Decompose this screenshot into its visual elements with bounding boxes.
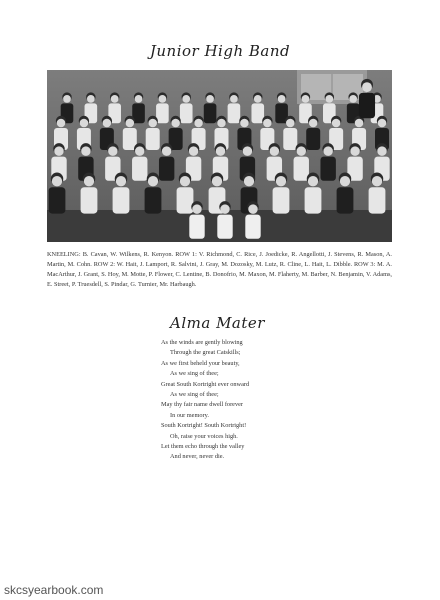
alma-mater-title: Alma Mater: [170, 314, 265, 332]
footer-watermark: skcsyearbook.com: [4, 583, 104, 597]
poem-line: As we first beheld your beauty,: [161, 359, 240, 367]
band-member-figure: [145, 173, 162, 214]
poem-line: As we sing of thee;: [170, 370, 219, 378]
band-member-figure: [320, 143, 335, 181]
band-member-figure: [369, 173, 386, 214]
band-member-figure: [359, 79, 375, 118]
band-title: Junior High Band: [149, 42, 291, 60]
band-member-figure: [305, 173, 322, 214]
band-member-figure: [123, 116, 137, 150]
band-member-figure: [245, 201, 260, 239]
poem-line: As the winds are gently blowing: [161, 339, 243, 346]
band-member-figure: [228, 92, 241, 123]
poem-line: May thy fair name dwell forever: [161, 401, 244, 409]
poem-line: As we sing of thee;: [170, 391, 219, 399]
poem-line: And never, never die.: [170, 453, 225, 461]
band-member-figure: [204, 92, 217, 123]
band-member-figure: [337, 173, 354, 214]
poem-line: Oh, raise your voices high.: [170, 432, 238, 440]
band-member-figure: [189, 201, 204, 239]
band-member-figure: [217, 201, 232, 239]
band-member-figure: [180, 92, 193, 123]
alma-mater-poem: [161, 338, 381, 463]
band-member-figure: [49, 173, 66, 214]
band-group-photo: [47, 70, 392, 242]
band-member-figure: [177, 173, 194, 214]
poem-line: Great South Kortright ever onward: [161, 380, 250, 388]
poem-line: South Kortright! South Kortright!: [161, 422, 247, 430]
poem-line: Let them echo through the valley: [161, 443, 245, 451]
band-member-figure: [132, 143, 147, 181]
band-member-figure: [169, 116, 183, 150]
band-member-figure: [283, 116, 297, 150]
band-member-figure: [306, 116, 320, 150]
band-member-figure: [159, 143, 174, 181]
band-member-figure: [146, 116, 160, 150]
poem-line: Through the great Catskills;: [170, 349, 241, 357]
band-member-figure: [81, 173, 98, 214]
band-member-figure: [294, 143, 309, 181]
band-member-figure: [113, 173, 130, 214]
band-member-figure: [251, 92, 264, 123]
band-member-figure: [156, 92, 169, 123]
photo-caption: KNEELING: B. Cavan, W. Wilkens, R. Kenyon. ROW 1: V. Richmond, C. Rice, J. Joedicke, R. Angellotti, J. Stevens, R. Mason, A. Martin, M. Cohn. ROW 2: W. Hait, J. Lamport, R. Salvini, J. Gray, M. Dozosky, M. Lutz, R. Cline, L. Hait, L. Dibble. ROW 3: M. A. MacArthur, J. Grant, S. Hoy, M. Motte, P. Flower, C. Lentine, B. Donofrio, M. Maxon, M. Flaherty, M. Barber, N. Benjamin, V. Adams, E. Street, P. Truesdell, S. Pindar, G. Turnier, Mr. Harbaugh.: [47, 251, 392, 288]
poem-line: In our memory.: [170, 411, 209, 419]
band-photo-illustration: [47, 70, 392, 242]
band-member-figure: [273, 173, 290, 214]
